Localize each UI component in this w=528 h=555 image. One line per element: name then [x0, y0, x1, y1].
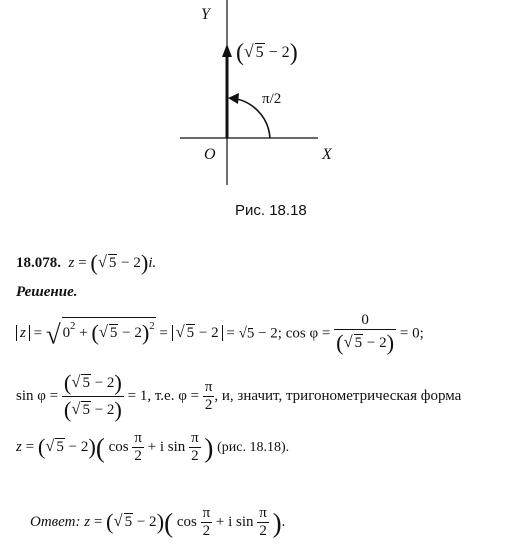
zero: 0	[62, 325, 71, 342]
cos: cos	[176, 513, 197, 530]
sqrt-5c: 5	[354, 335, 363, 351]
cos-fraction: $\frac{0}{(√ 5 - 2)}$	[336, 312, 395, 355]
modulus-radicand: $0^2$ + (√ 5 − 2)$^2$	[62, 317, 156, 346]
minus-2: − 2	[133, 513, 157, 530]
cos-arg	[132, 430, 144, 465]
power-2b: 2	[149, 321, 155, 333]
z: z	[84, 513, 91, 530]
minus-2b: − 2	[90, 402, 115, 418]
answer-line: Ответ: z = (√ 5 − 2)( cos $\frac{\pi}{2}$ + i sin $\frac{\pi}{2}$ ).	[30, 505, 286, 539]
problem-i: i.	[148, 255, 157, 271]
cos-arg	[201, 505, 213, 540]
solution-heading: Решение.	[16, 284, 78, 300]
problem-sqrt5: 5	[108, 255, 117, 271]
modulus-result: = √5 − 2; cos φ =	[222, 325, 335, 342]
z: z	[16, 438, 22, 455]
sqrt-5: 5	[255, 44, 264, 61]
power-2: 2	[70, 321, 76, 333]
point-label-tail: − 2	[264, 44, 290, 61]
cos-tail: = 0;	[396, 325, 424, 342]
vector-arrowhead	[222, 44, 232, 57]
sin-line	[16, 370, 461, 423]
two: 2	[132, 447, 144, 465]
modulus-line: z = √ $0^2$ + (√ 5 − 2)$^2$ = √ 5 − 2 = √5 − 2; cos φ = $\frac{0}{(√ 5 - 2)}$ = 0;	[16, 312, 424, 356]
point-label: (√ 5 − 2)	[236, 40, 298, 66]
cos-frac-num: 0	[361, 312, 369, 328]
sqrt-5: 5	[82, 375, 90, 391]
problem-z: z	[68, 255, 75, 271]
figure-caption: Рис. 18.18	[235, 202, 307, 219]
angle-arc-arrowhead	[228, 93, 239, 104]
sin-lead: sin φ =	[16, 387, 62, 404]
complex-plane-figure	[0, 0, 528, 230]
minus-2: − 2	[118, 325, 142, 342]
sin-arg	[189, 430, 201, 465]
modulus-z: z	[16, 325, 30, 341]
minus-2c: − 2	[363, 335, 387, 351]
trig-form-line: z = (√ 5 − 2)( cos $\frac{\pi}{2}$ + i sin $\frac{\pi}{2}$ ) (рис. 18.18).	[16, 430, 290, 464]
origin-label: O	[204, 146, 216, 163]
sqrt-5b: 5	[186, 325, 195, 342]
x-axis-label: X	[322, 146, 332, 163]
plus-i-sin: + i sin	[212, 513, 258, 530]
sqrt-5: 5	[56, 438, 64, 455]
figure-reference: (рис. 18.18).	[217, 439, 290, 455]
pi-b: π	[259, 505, 267, 521]
two: 2	[203, 396, 215, 414]
sqrt-5: 5	[124, 513, 133, 530]
sin-arg	[257, 505, 269, 540]
pi-b: π	[191, 430, 199, 446]
minus-2b: − 2	[195, 325, 219, 342]
problem-number: 18.078.	[16, 255, 61, 271]
cos: cos	[108, 438, 129, 455]
sqrt-5: 5	[109, 325, 118, 342]
pi: π	[134, 430, 142, 446]
two-b: 2	[257, 522, 269, 540]
sin-tail: , и, значит, тригонометрическая форма	[214, 387, 462, 404]
problem-header: 18.078. z = (√ 5 − 2)i.	[16, 250, 157, 275]
phi-fraction	[203, 379, 215, 414]
angle-label: π/2	[262, 91, 282, 107]
sqrt-5b: 5	[82, 402, 90, 418]
two: 2	[201, 522, 213, 540]
plus-i-sin: + i sin	[143, 438, 190, 455]
minus-2: − 2	[64, 438, 89, 455]
problem-eq: =	[74, 255, 91, 271]
pi: π	[202, 505, 211, 521]
answer-label: Ответ:	[30, 513, 81, 530]
minus-2: − 2	[90, 375, 115, 391]
two-b: 2	[189, 447, 201, 465]
pi: π	[204, 379, 213, 395]
sin-fraction: $\frac{(√ 5 - 2)}{(√ 5 - 2)}$	[63, 370, 122, 422]
y-axis-label: Y	[201, 6, 210, 23]
problem-minus2: − 2	[117, 255, 141, 271]
sin-mid: = 1, т.е. φ =	[123, 387, 203, 404]
